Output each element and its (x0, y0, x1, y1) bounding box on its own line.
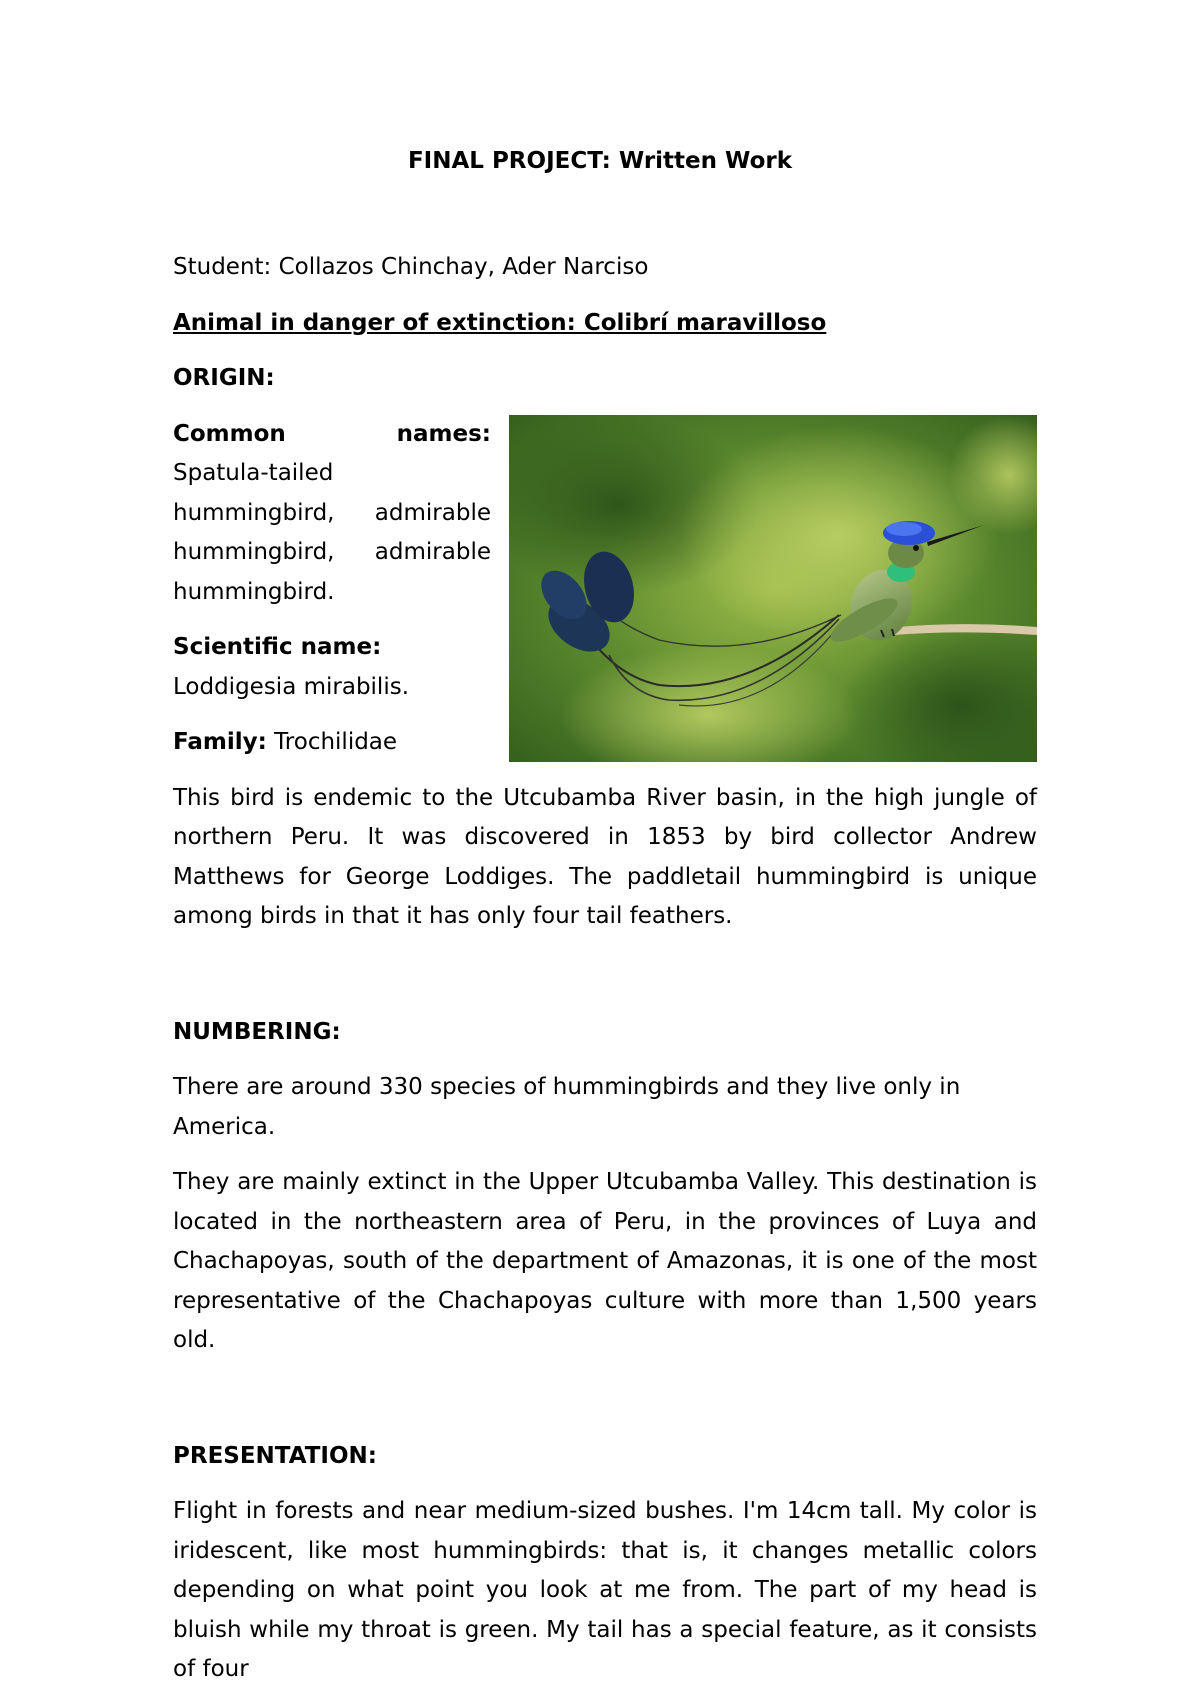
presentation-paragraph-1: Flight in forests and near medium-sized bushes. I'm 14cm tall. My color is iridescent, like most hummingbirds: that is, it changes metallic colors depending on what point you look at me from. The part of my head is bluish while my throat is green. My tail has a special feature, as it consists of four (173, 1498, 1037, 1682)
presentation-heading: PRESENTATION: (173, 1442, 377, 1469)
common-names-label: Common names: (173, 420, 491, 447)
document-title: FINAL PROJECT: Written Work (407, 148, 793, 174)
section-spacer (173, 953, 1037, 1013)
numbering-paragraph-1: There are around 330 species of hummingbirds and they live only in America. (173, 1074, 961, 1140)
family-label: Family: (173, 729, 267, 755)
family-value: Trochilidae (266, 729, 398, 755)
scientific-name-label: Scientific name: (173, 634, 382, 660)
numbering-heading: NUMBERING: (173, 1018, 341, 1045)
animal-heading: Animal in danger of extinction: Colibrí maravilloso (173, 309, 827, 336)
common-names-value: Spatula-tailed hummingbird, admirable hummingbird, admirable hummingbird. (173, 460, 491, 605)
document-body (173, 248, 1037, 1706)
scientific-name-value: Loddigesia mirabilis. (173, 673, 410, 700)
hummingbird-photo (509, 415, 1037, 762)
origin-heading: ORIGIN: (173, 365, 275, 391)
origin-description: This bird is endemic to the Utcubamba River basin, in the high jungle of northern Peru. It was discovered in 1853 by bird collector Andrew Matthews for George Loddiges. The paddletail hummingbird is unique among birds in that it has only four tail feathers. (173, 784, 1037, 929)
student-line: Student: Collazos Chinchay, Ader Narciso (173, 254, 649, 280)
section-spacer (173, 1377, 1037, 1437)
numbering-paragraph-2: They are mainly extinct in the Upper Utcubamba Valley. This destination is located in the northeastern area of Peru, in the provinces of Luya and Chachapoyas, south of the department of Amazonas, it is one of the most representative of the Chachapoyas culture with more than 1,500 years old. (173, 1169, 1037, 1353)
